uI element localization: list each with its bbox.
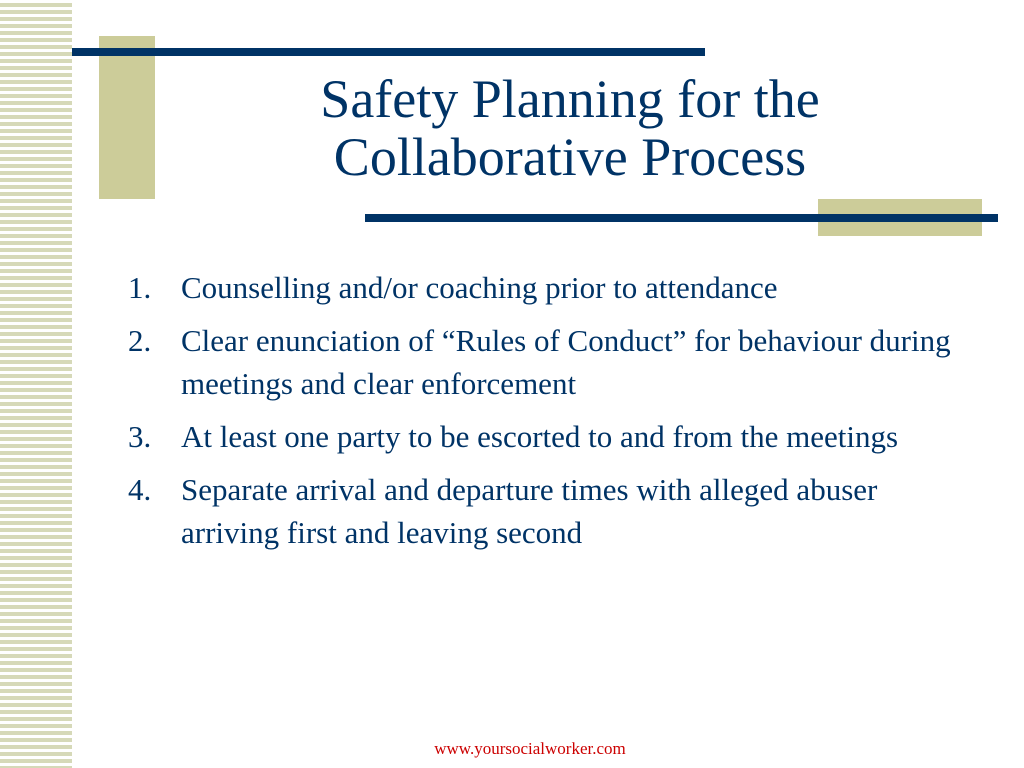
list-item (128, 319, 958, 405)
item-text: At least one party to be escorted to and from the meetings (181, 419, 899, 454)
footer-url: www.yoursocialworker.com (434, 739, 626, 758)
title-line-2: Collaborative Process (333, 127, 807, 187)
bottom-navy-rule (365, 214, 998, 222)
title-line-1: Safety Planning for the (320, 69, 820, 129)
left-stripe-pattern (0, 0, 72, 768)
item-text: Counselling and/or coaching prior to attendance (181, 270, 778, 305)
item-number: 1. (128, 270, 152, 305)
list-item (128, 415, 958, 458)
list-item (128, 266, 958, 309)
item-text: Clear enunciation of “Rules of Conduct” for behaviour during meetings and clear enforcement (181, 323, 951, 401)
item-number: 4. (128, 472, 152, 507)
item-text: Separate arrival and departure times with alleged abuser arriving first and leaving second (181, 472, 878, 550)
top-khaki-block (99, 36, 155, 199)
item-number: 3. (128, 419, 152, 454)
list-item (128, 468, 958, 554)
top-navy-rule (72, 48, 705, 56)
item-number: 2. (128, 323, 152, 358)
slide-title (200, 70, 940, 186)
safety-steps-list (128, 266, 958, 564)
